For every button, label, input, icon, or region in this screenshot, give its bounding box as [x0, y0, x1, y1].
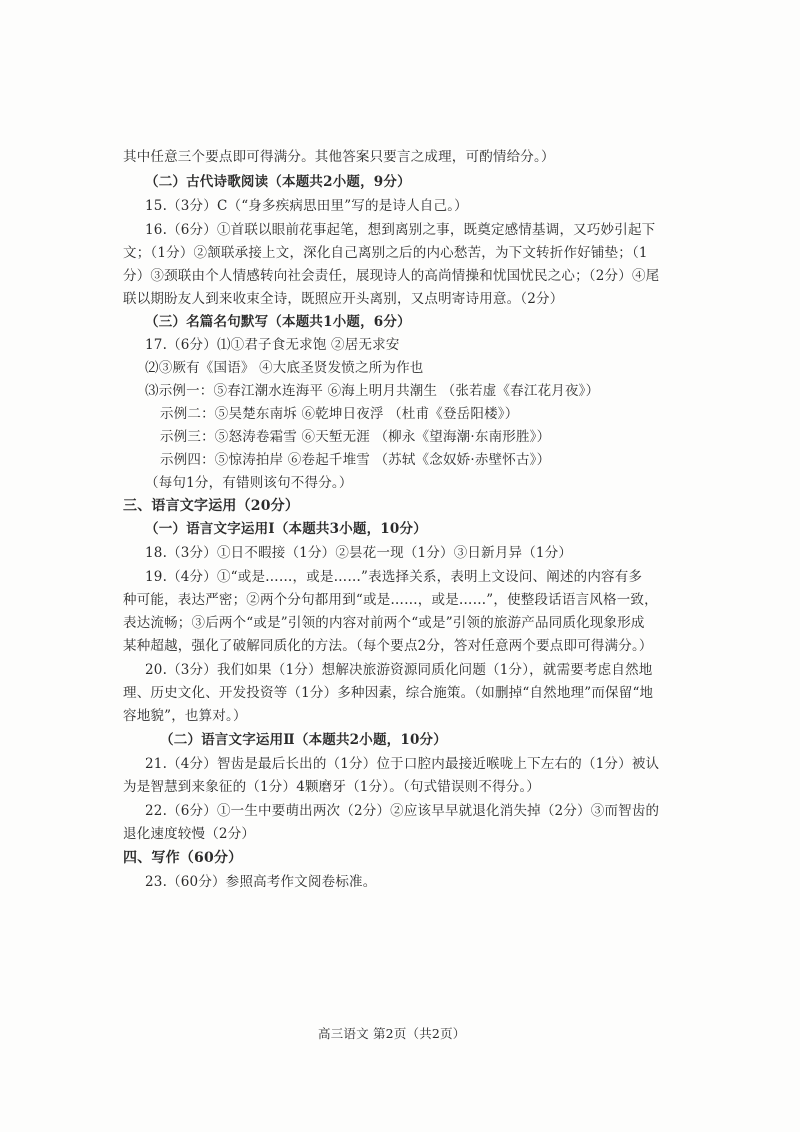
answer-line: 容地貌”，也算对。） [123, 708, 247, 724]
answer-line: 22.（6分）①一生中要萌出两次（2分）②应该早早就退化消失掉（2分）③而智齿的 [145, 803, 660, 819]
answer-line: 表达流畅；③后两个“或是”引领的内容对前两个“或是”引领的旅游产品同质化现象形成 [123, 615, 645, 631]
answer-line: 退化速度较慢（2分） [123, 826, 256, 842]
answer-line: ⑵③厥有《国语》 ④大底圣贤发愤之所为作也 [145, 360, 424, 376]
answer-line: 21.（4分）智齿是最后长出的（1分）位于口腔内最接近喉咙上下左右的（1分）被认 [145, 756, 660, 772]
answer-line: 示例二：⑤吴楚东南坼 ⑥乾坤日夜浮 （杜甫《登岳阳楼》） [160, 406, 519, 422]
answer-line: 20.（3分）我们如果（1分）想解决旅游资源同质化问题（1分），就需要考虑自然地 [145, 662, 653, 678]
section-heading: 四、写作（60分） [123, 850, 243, 866]
section-heading: （二）古代诗歌阅读（本题共2小题，9分） [145, 174, 411, 190]
section-heading: 三、语言文字运用（20分） [123, 498, 300, 514]
page-footer: 高三语文 第2页（共2页） [318, 1026, 466, 1041]
answer-line: 23.（60分）参照高考作文阅卷标准。 [145, 874, 377, 890]
answer-line: 15.（3分）C（“身多疾病思田里”写的是诗人自己。） [145, 198, 468, 214]
answer-line: 联以期盼友人到来收束全诗，既照应开头离别，又点明寄诗用意。（2分） [123, 291, 564, 307]
section-heading: （二）语言文字运用Ⅱ（本题共2小题，10分） [160, 732, 447, 748]
answer-line: 文；（1分）②颔联承接上文，深化自己离别之后的内心愁苦，为下文转折作好铺垫；（1 [123, 245, 648, 261]
answer-line: 某种超越，强化了破解同质化的方法。（每个要点2分，答对任意两个要点即可得满分。） [123, 638, 653, 654]
answer-line: 18.（3分）①日不暇接（1分）②昙花一现（1分）③日新月异（1分） [145, 545, 573, 561]
answer-line: 示例三：⑤怒涛卷霜雪 ⑥天堑无涯 （柳永《望海潮·东南形胜》） [160, 429, 551, 445]
answer-line: 其中任意三个要点即可得满分。其他答案只要言之成理，可酌情给分。） [123, 149, 555, 165]
section-heading: （一）语言文字运用Ⅰ（本题共3小题，10分） [145, 521, 427, 537]
answer-line: 17.（6分）⑴①君子食无求饱 ②居无求安 [145, 337, 400, 353]
answer-line: 分）③颈联由个人情感转向社会责任，展现诗人的高尚情操和忧国忧民之心；（2分）④尾 [123, 268, 660, 284]
answer-line: 19.（4分）①“或是……，或是……”表选择关系，表明上文设问、阐述的内容有多 [145, 569, 643, 585]
answer-line: （每句1分，有错则该句不得分。） [145, 475, 353, 491]
answer-line: 种可能，表达严密；②两个分句都用到“或是……，或是……”，使整段话语言风格一致， [123, 592, 658, 608]
answer-line: ⑶示例一：⑤春江潮水连海平 ⑥海上明月共潮生 （张若虚《春江花月夜》） [145, 383, 600, 399]
section-heading: （三）名篇名句默写（本题共1小题，6分） [145, 314, 411, 330]
answer-line: 理、历史文化、开发投资等（1分）多种因素，综合施策。（如删掉“自然地理”而保留“地 [123, 685, 654, 701]
answer-line: 16.（6分）①首联以眼前花事起笔，想到离别之事，既奠定感情基调，又巧妙引起下 [145, 222, 656, 238]
answer-line: 为是智慧到来象征的（1分）4颗磨牙（1分）。（句式错误则不得分。） [123, 779, 541, 795]
answer-line: 示例四：⑤惊涛拍岸 ⑥卷起千堆雪 （苏轼《念奴娇·赤壁怀古》） [160, 452, 551, 468]
